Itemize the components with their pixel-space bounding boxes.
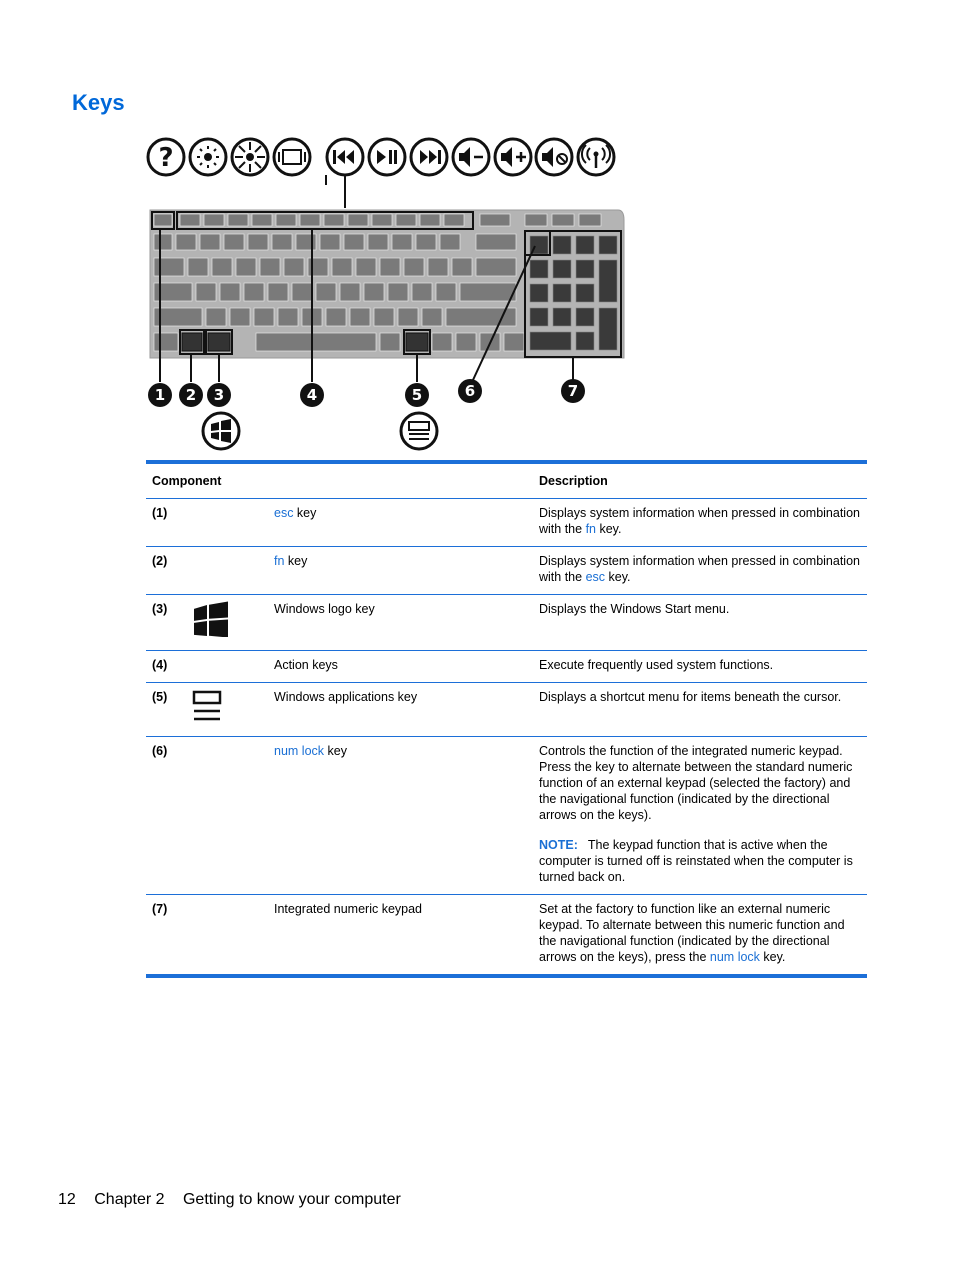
windows-logo-icon <box>192 601 262 641</box>
svg-text:3: 3 <box>213 386 225 404</box>
component-name-text: key <box>284 554 308 568</box>
page-number: 12 <box>58 1191 76 1208</box>
row-number: (6) <box>146 737 192 895</box>
description-text: key. <box>596 522 622 536</box>
component-name-text: key <box>324 744 347 758</box>
row-icon-cell <box>192 499 268 547</box>
key-name-link[interactable]: num lock <box>274 744 325 758</box>
svg-text:4: 4 <box>306 386 318 404</box>
wireless-icon <box>578 139 614 175</box>
description-header: Description <box>533 462 867 499</box>
component-description <box>533 737 867 895</box>
component-name <box>268 895 533 977</box>
table-row <box>146 547 867 595</box>
description-link[interactable]: esc <box>585 570 606 584</box>
keys-table <box>146 460 867 978</box>
description-text: Displays system information when pressed in combination with the <box>539 506 860 536</box>
description-link[interactable]: fn <box>585 522 596 536</box>
brightness-up-icon <box>232 139 268 175</box>
svg-text:1: 1 <box>154 386 166 404</box>
component-name <box>268 595 533 651</box>
description-text: Set at the factory to function like an external numeric keypad. To alternate between this numeric function and the navigational function (indicated by the directional arrows on the keys), press the <box>539 902 845 964</box>
windows-logo-icon <box>203 413 239 449</box>
applications-key-icon <box>401 413 437 449</box>
svg-text:6: 6 <box>464 382 476 400</box>
description-text: Displays a shortcut menu for items beneath the cursor. <box>539 690 842 704</box>
key-name-link[interactable]: fn <box>274 554 285 568</box>
component-header: Component <box>146 462 533 499</box>
table-row <box>146 737 867 895</box>
svg-text:?: ? <box>158 143 174 173</box>
callout-1 <box>148 383 172 407</box>
component-description <box>533 499 867 547</box>
row-number: (1) <box>146 499 192 547</box>
component-name-text: Action keys <box>274 658 338 672</box>
component-description <box>533 895 867 977</box>
callout-7 <box>561 379 585 403</box>
row-icon-cell <box>192 547 268 595</box>
table-row <box>146 895 867 977</box>
help-icon <box>148 139 184 175</box>
component-name-text: Windows applications key <box>274 690 418 704</box>
component-description <box>533 595 867 651</box>
description-link[interactable]: num lock <box>709 950 760 964</box>
callout-2 <box>179 383 203 407</box>
table-row <box>146 595 867 651</box>
next-track-icon <box>411 139 447 175</box>
component-name-text: Windows logo key <box>274 602 375 616</box>
description-text: Displays the Windows Start menu. <box>539 602 730 616</box>
component-name-text: key <box>293 506 317 520</box>
key-name-link[interactable]: esc <box>274 506 294 520</box>
component-name <box>268 683 533 737</box>
note-label: NOTE: <box>539 838 578 852</box>
description-text: Execute frequently used system functions. <box>539 658 774 672</box>
callout-6 <box>458 379 482 403</box>
table-header-row <box>146 462 867 499</box>
component-name-text: Integrated numeric keypad <box>274 902 423 916</box>
row-icon-cell <box>192 737 268 895</box>
chapter-title: Getting to know your computer <box>182 1191 401 1208</box>
callout-4 <box>300 383 324 407</box>
chapter-label: Chapter 2 <box>94 1191 165 1208</box>
svg-text:2: 2 <box>185 386 197 404</box>
component-name <box>268 737 533 895</box>
table-row <box>146 499 867 547</box>
component-name <box>268 547 533 595</box>
row-icon-cell <box>192 683 268 737</box>
component-description <box>533 651 867 683</box>
component-description <box>533 683 867 737</box>
previous-track-icon <box>327 139 363 175</box>
page-title: Keys <box>72 90 125 115</box>
note <box>539 837 861 885</box>
callout-5 <box>405 383 429 407</box>
keyboard-figure <box>140 130 630 455</box>
page-footer <box>58 1191 415 1209</box>
callout-3 <box>207 383 231 407</box>
description-text: key. <box>605 570 631 584</box>
description-text: Controls the function of the integrated numeric keypad. Press the key to alternate between the standard numeric function of an external keypad (selected the factory) and the navigational function (indicated by the directional arrows on the keys). <box>539 744 853 822</box>
description-text: key. <box>759 950 786 964</box>
volume-down-icon <box>453 139 489 175</box>
row-number: (5) <box>146 683 192 737</box>
component-name <box>268 499 533 547</box>
volume-up-icon <box>495 139 531 175</box>
row-icon-cell <box>192 895 268 977</box>
mute-icon <box>536 139 572 175</box>
row-number: (2) <box>146 547 192 595</box>
table-row <box>146 683 867 737</box>
note-text: The keypad function that is active when the computer is turned off is reinstated when the computer is turned back on. <box>539 838 853 884</box>
svg-text:7: 7 <box>567 382 579 400</box>
row-icon-cell <box>192 651 268 683</box>
display-switch-icon <box>274 139 310 175</box>
keyboard-illustration <box>150 210 624 358</box>
svg-text:5: 5 <box>411 386 423 404</box>
component-name <box>268 651 533 683</box>
row-number: (3) <box>146 595 192 651</box>
row-icon-cell <box>192 595 268 651</box>
component-description <box>533 547 867 595</box>
brightness-down-icon <box>190 139 226 175</box>
row-number: (4) <box>146 651 192 683</box>
row-number: (7) <box>152 902 168 916</box>
description-text: Displays system information when pressed in combination with the <box>539 554 860 584</box>
applications-key-icon <box>192 689 262 727</box>
table-row <box>146 651 867 683</box>
play-pause-icon <box>369 139 405 175</box>
